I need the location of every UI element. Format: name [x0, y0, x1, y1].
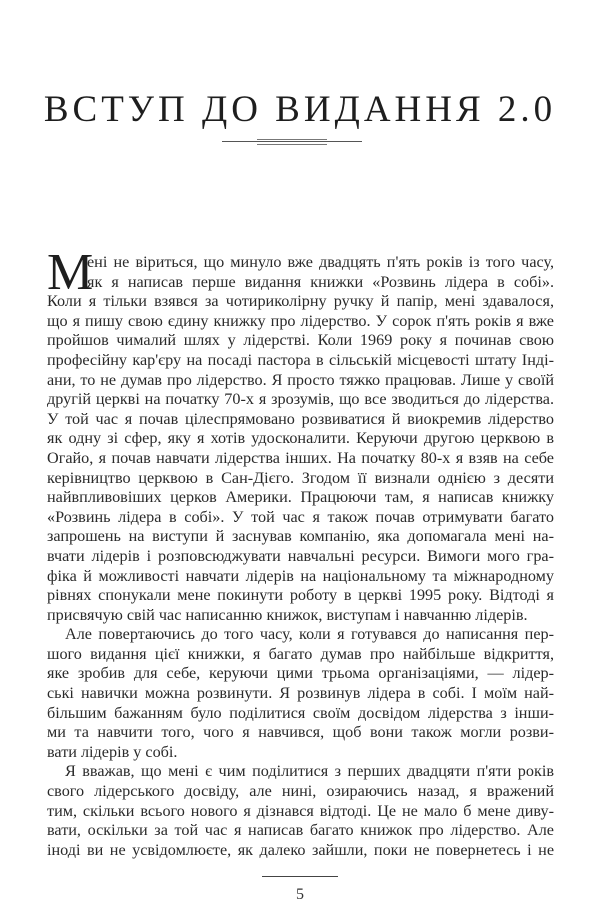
text-line: Але повертаючись до того часу, коли я готувався до написання пер- — [65, 625, 554, 644]
body-text — [47, 244, 554, 860]
text-line: найвпливовіших церков Америки. Працюючи там, я написав книжку — [47, 488, 554, 507]
text-line: професійну кар'єру на посаді пастора в сільській місцевості штату Інді- — [47, 350, 554, 369]
title-ornament — [222, 138, 362, 144]
text-line: як я написав перше видання книжки «Розвинь лідера в собі». — [87, 272, 554, 291]
text-line: вчати лідерів і розповсюджувати навчальні ресурси. Вимоги мого гра- — [47, 546, 554, 565]
text-line: ми та навчити того, чого я навчився, щоб вони також могли розви- — [47, 723, 554, 742]
text-line: ани, то не думав про лідерство. Я просто тяжко працював. Лише у своїй — [47, 370, 554, 389]
text-line: Коли я тільки взявся за чотириколірну ручку й папір, мені здавалося, — [47, 292, 554, 311]
text-line: Я вважав, що мені є чим поділитися з перших двадцяти п'яти років — [65, 762, 554, 781]
text-line: Огайо, я почав навчати лідерства інших. На початку 80-х я взяв на себе — [47, 448, 554, 467]
text-line: пройшов чималий шлях у лідерстві. Коли 1969 року я починав свою — [47, 331, 554, 350]
text-line: «Розвинь лідера в собі». У той час я також почав отримувати багато — [47, 507, 554, 526]
text-line: другій церкві на початку 70-х я зрозумів, що все зводиться до лідерства. — [47, 390, 554, 409]
text-line: ені не віриться, що минуло вже двадцять п'ять років із того часу, — [87, 253, 554, 271]
text-line: ські навички можна розвинути. Я розвинув лідера в собі. І моїм най- — [47, 684, 554, 703]
text-line: більшим бажанням було поділитися своїм досвідом лідерства з інши- — [47, 703, 554, 722]
text-line: як одну зі сфер, яку я хотів удосконалити. Керуючи другою церквою в — [47, 429, 554, 448]
drop-cap: М — [47, 244, 94, 301]
text-line: У той час я почав цілеспрямовано розвиватися й виокремив лідерство — [47, 409, 554, 428]
text-line: шого видання цієї книжки, я багато думав про найбільше відкриття, — [47, 644, 554, 663]
text-line: тим, скільки всього нового я дізнався відтоді. Це не мало б мене диву- — [47, 801, 554, 820]
chapter-title: ВСТУП ДО ВИДАННЯ 2.0 — [43, 89, 557, 130]
text-line: яке зробив для себе, керуючи цими трьома організаціями, — лідер- — [47, 664, 554, 683]
text-line: вати лідерів у собі. — [47, 742, 178, 761]
text-line: запрошень на виступи й заснував компанію, яка допомагала мені на- — [47, 527, 554, 546]
text-line: керівництво церквою в Сан-Дієго. Згодом її визнали однією з десяти — [47, 468, 554, 487]
text-line: фіка й можливості навчати лідерів на національному та міжнародному — [47, 566, 554, 585]
text-line: присвячую свій час написанню книжок, виступам і навчанню лідерів. — [47, 605, 528, 624]
text-line: іноді ви не усвідомлюєте, як далеко зайшли, поки не повернетесь і не — [47, 840, 554, 859]
text-line: вати, оскільки за той час я написав багато книжок про лідерство. Але — [47, 821, 554, 840]
footer-rule — [262, 876, 338, 877]
text-line: свого лідерського досвіду, але нині, озираючись назад, я вражений — [47, 782, 554, 801]
text-line: що я пишу свою єдину книжку про лідерство. У сорок п'ять років я вже — [47, 311, 554, 330]
text-line: рівнях спонукали мене покинути роботу в церкві 1995 року. Відтоді я — [47, 586, 554, 605]
page-number: 5 — [296, 886, 304, 903]
